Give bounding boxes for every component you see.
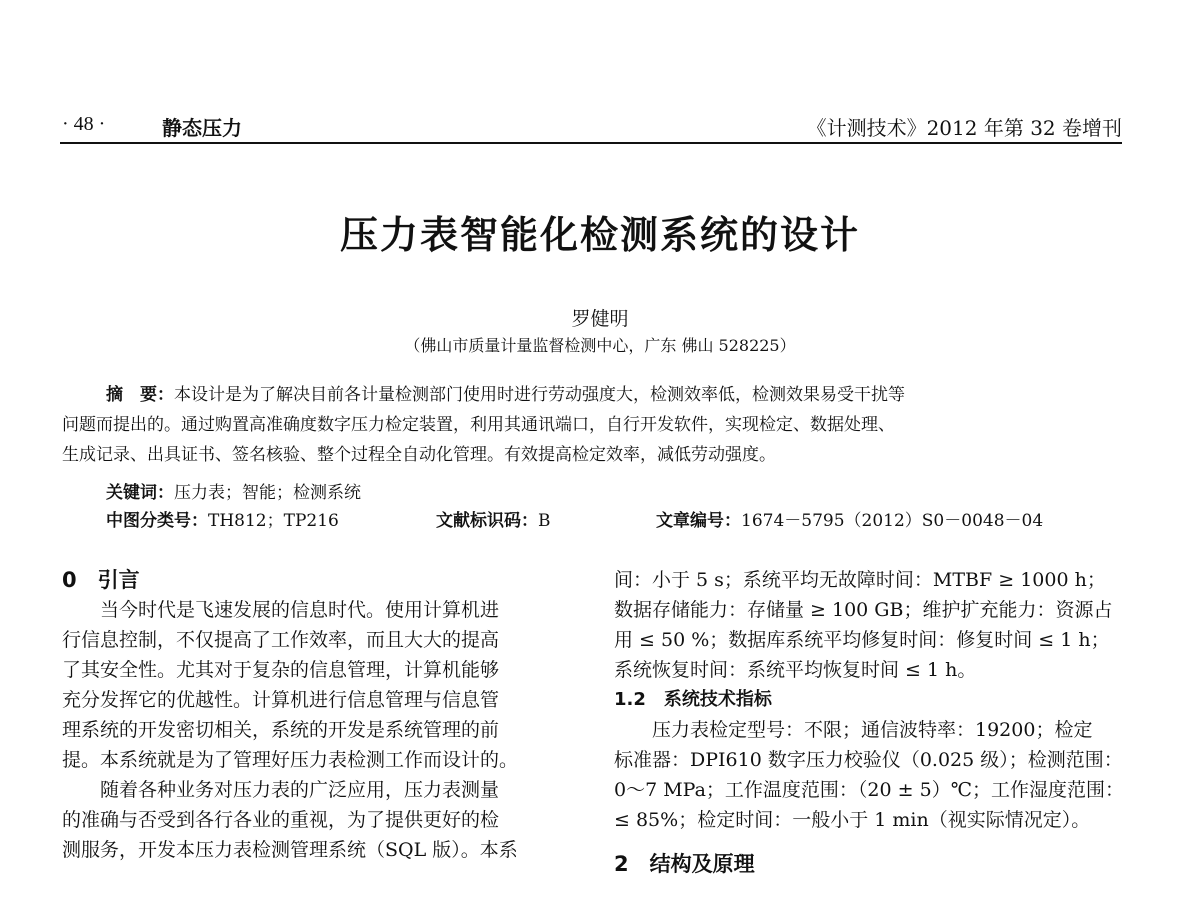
body-line: 了其安全性。尤其对于复杂的信息管理，计算机能够 — [62, 659, 500, 681]
page-number: · 48 · — [62, 113, 106, 135]
article-number-label: 文章编号： — [656, 511, 741, 531]
abstract-block — [62, 380, 1122, 470]
section-heading-intro: 0 引言 — [62, 568, 140, 592]
abstract-line — [62, 380, 1122, 410]
body-line: 充分发挥它的优越性。计算机进行信息管理与信息管 — [62, 689, 500, 711]
right-column — [614, 565, 1124, 879]
paper-title: 压力表智能化检测系统的设计 — [339, 213, 860, 257]
body-line: 间：小于 5 s；系统平均无故障时间：MTBF ≥ 1000 h； — [614, 569, 1106, 591]
author-name: 罗健明 — [571, 308, 629, 330]
keywords-label: 关键词： — [106, 483, 174, 503]
journal-citation: 《计测技术》2012 年第 32 卷增刊 — [806, 116, 1122, 140]
subsection-heading: 1.2 系统技术指标 — [614, 689, 772, 710]
body-line: 系统恢复时间：系统平均恢复时间 ≤ 1 h。 — [614, 659, 977, 681]
body-line: 的准确与否受到各行各业的重视，为了提供更好的检 — [62, 809, 500, 831]
section-heading-structure: 2 结构及原理 — [614, 852, 755, 876]
abstract-label: 摘 要： — [106, 385, 174, 405]
body-line: 当今时代是飞速发展的信息时代。使用计算机进 — [100, 599, 500, 621]
body-line: 理系统的开发密切相关，系统的开发是系统管理的前 — [62, 719, 500, 741]
body-line: 标准器：DPI610 数字压力校验仪（0.025 级）；检测范围： — [614, 749, 1123, 771]
body-line: 测服务，开发本压力表检测管理系统（SQL 版）。本系 — [62, 839, 518, 861]
doc-code-label: 文献标识码： — [436, 511, 538, 531]
body-line: ≤ 85%；检定时间：一般小于 1 min（视实际情况定）。 — [614, 809, 1091, 831]
body-line: 用 ≤ 50 %；数据库系统平均修复时间：修复时间 ≤ 1 h； — [614, 629, 1110, 651]
abstract-text: 本设计是为了解决目前各计量检测部门使用时进行劳动强度大，检测效率低，检测效果易受干扰等 — [174, 385, 905, 405]
keywords-text: 压力表；智能；检测系统 — [174, 483, 361, 503]
document-code — [436, 506, 551, 531]
keywords-line — [106, 478, 361, 503]
article-number-value: 1674－5795（2012）S0－0048－04 — [741, 511, 1044, 531]
doc-code-value: B — [538, 511, 551, 531]
body-line: 数据存储能力：存储量 ≥ 100 GB；维护扩充能力：资源占 — [614, 599, 1113, 621]
author-affiliation: （佛山市质量计量监督检测中心，广东 佛山 528225） — [404, 336, 796, 355]
body-line: 行信息控制，不仅提高了工作效率，而且大大的提高 — [62, 629, 500, 651]
abstract-line: 生成记录、出具证书、签名核验、整个过程全自动化管理。有效提高检定效率，减低劳动强度。 — [62, 445, 776, 465]
article-number — [656, 506, 1043, 531]
left-column — [62, 565, 592, 865]
body-line: 提。本系统就是为了管理好压力表检测工作而设计的。 — [62, 749, 519, 771]
header-rule — [60, 142, 1122, 144]
body-line: 随着各种业务对压力表的广泛应用，压力表测量 — [100, 779, 500, 801]
body-line: 0～7 MPa；工作温度范围：（20 ± 5）℃；工作湿度范围： — [614, 779, 1124, 801]
abstract-line: 问题而提出的。通过购置高准确度数字压力检定装置，利用其通讯端口，自行开发软件，实现检定、数据处理、 — [62, 415, 895, 435]
clc-value: TH812；TP216 — [208, 511, 339, 531]
body-line: 压力表检定型号：不限；通信波特率：19200；检定 — [652, 719, 1093, 741]
section-name: 静态压力 — [162, 116, 242, 140]
clc-label: 中图分类号： — [106, 511, 208, 531]
clc-number — [106, 506, 339, 531]
